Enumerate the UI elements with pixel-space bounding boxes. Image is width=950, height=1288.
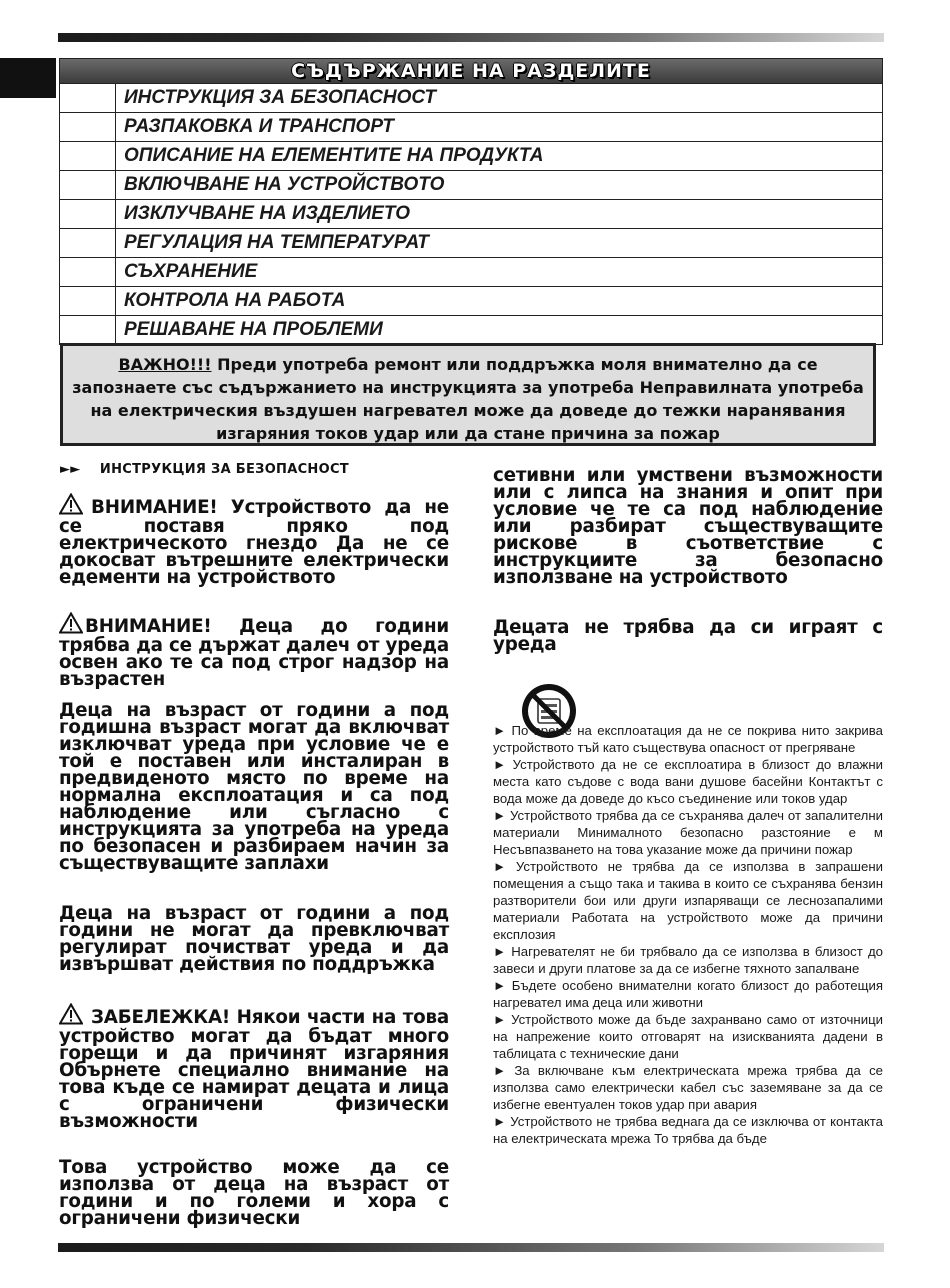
warning-paragraph-2 bbox=[59, 612, 449, 688]
bullet-item: ► По време на експлоатация да не се покрива нито закрива устройството тъй като съществува опасност от прегряване bbox=[493, 723, 883, 755]
toc-item: ИНСТРУКЦИЯ ЗА БЕЗОПАСНОСТ bbox=[124, 87, 436, 108]
toc-item: РЕШАВАНЕ НА ПРОБЛЕМИ bbox=[124, 319, 383, 340]
children-restriction-paragraph: Деца на възраст от години а под години не могат да превключват регулират почистват уреда и да извършват действия по поддръжка bbox=[59, 903, 449, 975]
language-tab-marker bbox=[0, 58, 56, 98]
note-paragraph bbox=[59, 1003, 449, 1130]
warning-label: ВНИМАНИЕ! bbox=[91, 497, 218, 518]
toc-row bbox=[60, 286, 882, 315]
important-text: Преди употреба ремонт или поддръжка моля внимателно да се запознаете със съдържанието на инструкцията за употреба Неправилната употреба на електрическия въздушен нагревател може да доведе до тежки наранявания изгаряния токов удар или да стане причина за пожар bbox=[72, 355, 864, 443]
warning-text: Деца до години трябва да се държат далеч от уреда освен ако те са под строг надзор на възрастен bbox=[59, 616, 449, 690]
warning-triangle-icon bbox=[59, 493, 83, 518]
bullet-item: ► Нагревателят не би трябвало да се използва в близост до завеси и други платове за да се избегне тяхното запалване bbox=[493, 944, 883, 976]
table-of-contents bbox=[59, 58, 883, 345]
bottom-decorative-bar bbox=[58, 1243, 884, 1252]
children-play-paragraph: Децата не трябва да си играят с уреда bbox=[493, 617, 883, 655]
bullet-item: ► Устройството не трябва веднага да се изключва от контакта на електрическата мрежа То трябва да бъде bbox=[493, 1114, 883, 1146]
toc-item: ОПИСАНИЕ НА ЕЛЕМЕНТИТЕ НА ПРОДУКТА bbox=[124, 145, 544, 166]
toc-row bbox=[60, 199, 882, 228]
bullet-item: ► Устройството трябва да се съхранява далеч от запалителни материали Минималното безопасно разстояние е м Несъвпазването на това указание може да причини пожар bbox=[493, 808, 883, 857]
warning-paragraph-1 bbox=[59, 493, 449, 586]
toc-row bbox=[60, 315, 882, 344]
toc-item: РАЗПАКОВКА И ТРАНСПОРТ bbox=[124, 116, 394, 137]
bullet-item: ► Устройството може да бъде захранвано само от източници на напрежение които отговарят на изискванията дадени в таблицата с технические дани bbox=[493, 1012, 883, 1061]
bullet-item: ► Устройството не трябва да се използва в запрашени помещения а също така и такива в които се съхранява бензин разтворители бои или други изпаряващи се леснозапалими материали Работата на устройството може да причини експлозия bbox=[493, 859, 883, 942]
warning-triangle-icon bbox=[59, 1003, 83, 1028]
warning-label: ВНИМАНИЕ! bbox=[85, 616, 212, 637]
note-text: Някои части на това устройство могат да бъдат много горещи и да причинят изгаряния Обърнете специално внимание на това къде се намират децата и лица с ограничени физически възможности bbox=[59, 1007, 449, 1132]
safety-bullets bbox=[493, 722, 883, 1147]
toc-header: СЪДЪРЖАНИЕ НА РАЗДЕЛИТЕ bbox=[60, 59, 882, 83]
bullet-item: ► За включване към електрическата мрежа трябва да се използва само електрически кабел със заземяване за да се избегне евентуален токов удар при авария bbox=[493, 1063, 883, 1112]
toc-row bbox=[60, 83, 882, 112]
warning-text: Устройството да не се поставя пряко под електрическото гнездо Да не се докосват вътрешните електрически едементи на устройството bbox=[59, 497, 449, 588]
bullet-item: ► Бъдете особено внимателни когато близост до работещия нагревател има деца или животни bbox=[493, 978, 883, 1010]
top-decorative-bar bbox=[58, 33, 884, 42]
toc-item: ВКЛЮЧВАНЕ НА УСТРОЙСТВОТО bbox=[124, 174, 445, 195]
toc-row bbox=[60, 228, 882, 257]
important-notice-box bbox=[60, 343, 876, 446]
section-title: ИНСТРУКЦИЯ ЗА БЕЗОПАСНОСТ bbox=[99, 462, 349, 477]
warning-triangle-icon bbox=[59, 612, 83, 637]
section-arrows: ►► bbox=[60, 462, 81, 477]
important-label: ВАЖНО!!! bbox=[118, 355, 212, 374]
children-paragraph: Деца на възраст от години а под годишна възраст могат да включват изключват уреда при условие че е той е поставен или инсталиран в предвиденото място по време на нормална експлоатация и са под наблюдение или съгласно с инструкцията за употреба на уреда по безопасен и разбираем начин за съществуващите заплахи bbox=[59, 700, 449, 874]
toc-row bbox=[60, 257, 882, 286]
toc-item: ИЗКЛУЧВАНЕ НА ИЗДЕЛИЕТО bbox=[124, 203, 411, 224]
bullet-item: ► Устройството да не се експлоатира в близост до влажни места като съдове с вода вани душове басейни Контактът с вода може да доведе до късо съединение или токов удар bbox=[493, 757, 883, 806]
toc-row bbox=[60, 170, 882, 199]
toc-row bbox=[60, 141, 882, 170]
toc-item: РЕГУЛАЦИЯ НА ТЕМПЕРАТУРАТ bbox=[124, 232, 429, 253]
toc-row bbox=[60, 112, 882, 141]
usage-paragraph: Това устройство може да се използва от деца на възраст от години и по големи и хора с ограничени физически bbox=[59, 1157, 449, 1229]
section-heading bbox=[60, 462, 349, 477]
toc-item: КОНТРОЛА НА РАБОТА bbox=[124, 290, 346, 311]
note-label: ЗАБЕЛЕЖКА! bbox=[91, 1007, 231, 1028]
toc-item: СЪХРАНЕНИЕ bbox=[124, 261, 258, 282]
usage-continued-paragraph: сетивни или умствени възможности или с липса на знания и опит при условие че те са под наблюдение или разбират съществуващите рискове в съответствие с инструкциите за безопасно използване на устройството bbox=[493, 465, 883, 588]
